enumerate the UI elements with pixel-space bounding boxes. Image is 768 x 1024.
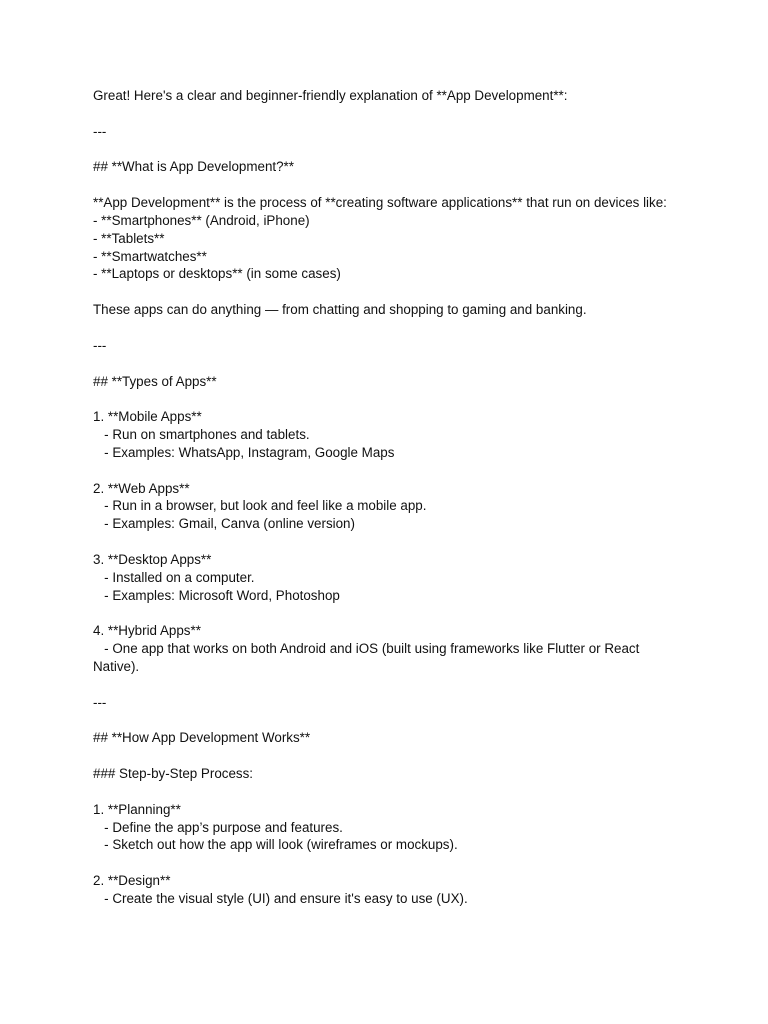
blank-line xyxy=(93,283,683,301)
blank-line xyxy=(93,319,683,337)
blank-line xyxy=(93,462,683,480)
blank-line xyxy=(93,105,683,123)
divider-line: --- xyxy=(93,123,107,139)
list-item: - **Tablets** xyxy=(93,230,165,246)
blank-line xyxy=(93,141,683,159)
list-item: 1. **Planning** xyxy=(93,801,181,817)
list-item: 3. **Desktop Apps** xyxy=(93,551,212,567)
blank-line xyxy=(93,676,683,694)
blank-line xyxy=(93,533,683,551)
blank-line xyxy=(93,783,683,801)
blank-line xyxy=(93,854,683,872)
divider-line: --- xyxy=(93,337,107,353)
list-item: - Run on smartphones and tablets. xyxy=(93,427,310,443)
paragraph: These apps can do anything — from chatting and shopping to gaming and banking. xyxy=(93,302,587,318)
list-item: - Sketch out how the app will look (wireframes or mockups). xyxy=(93,837,458,853)
divider-line: --- xyxy=(93,694,107,710)
list-item: - Examples: Gmail, Canva (online version) xyxy=(93,516,355,532)
list-item: - Define the app’s purpose and features. xyxy=(93,819,343,835)
list-item: - **Smartphones** (Android, iPhone) xyxy=(93,212,310,228)
list-item: - Run in a browser, but look and feel like a mobile app. xyxy=(93,498,427,514)
list-item: 2. **Design** xyxy=(93,873,171,889)
list-item: - Examples: WhatsApp, Instagram, Google Maps xyxy=(93,444,395,460)
blank-line xyxy=(93,390,683,408)
list-item: 1. **Mobile Apps** xyxy=(93,409,202,425)
blank-line xyxy=(93,712,683,730)
blank-line xyxy=(93,747,683,765)
list-item: - **Smartwatches** xyxy=(93,248,207,264)
list-item: - Examples: Microsoft Word, Photoshop xyxy=(93,587,340,603)
list-item: 4. **Hybrid Apps** xyxy=(93,623,201,639)
subheading-process: ### Step-by-Step Process: xyxy=(93,766,254,782)
heading-types: ## **Types of Apps** xyxy=(93,373,217,389)
blank-line xyxy=(93,176,683,194)
heading-what-is: ## **What is App Development?** xyxy=(93,159,294,175)
blank-line xyxy=(93,604,683,622)
list-item: - Create the visual style (UI) and ensure it's easy to use (UX). xyxy=(93,890,468,906)
document-body xyxy=(93,87,683,908)
list-item: - **Laptops or desktops** (in some cases) xyxy=(93,266,341,282)
intro-line: Great! Here's a clear and beginner-friendly explanation of **App Development**: xyxy=(93,88,568,103)
heading-how-works: ## **How App Development Works** xyxy=(93,730,311,746)
definition-paragraph: **App Development** is the process of **creating software applications** that run on devices like: xyxy=(93,195,667,211)
blank-line xyxy=(93,355,683,373)
list-item: 2. **Web Apps** xyxy=(93,480,190,496)
list-item: - One app that works on both Android and iOS (built using frameworks like Flutter or React Native). xyxy=(93,641,644,674)
list-item: - Installed on a computer. xyxy=(93,569,255,585)
